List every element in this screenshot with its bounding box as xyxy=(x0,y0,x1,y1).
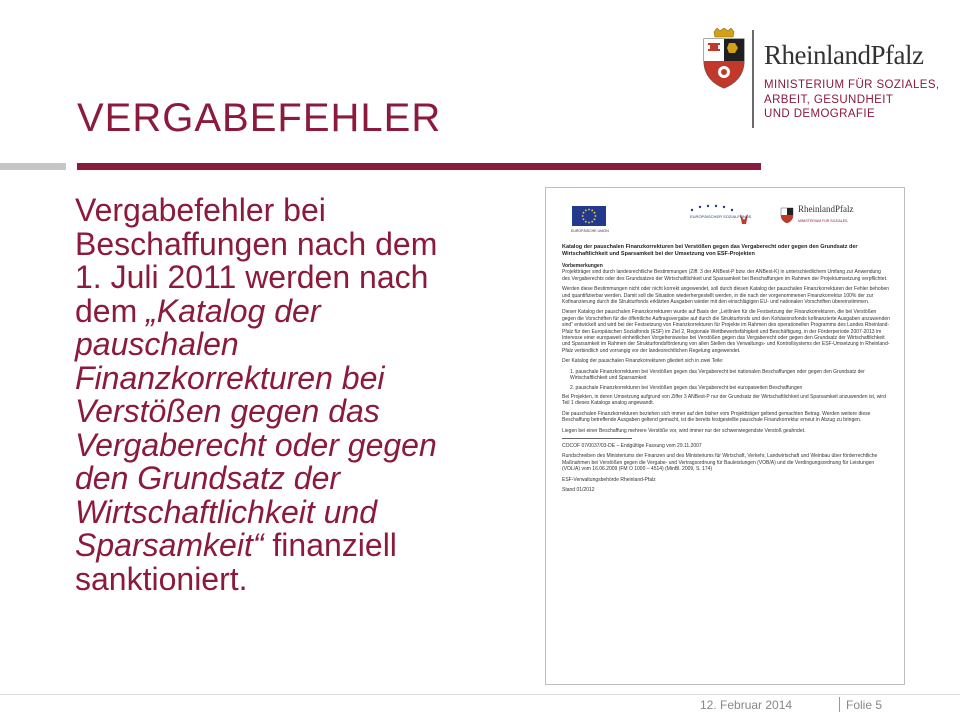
footer-date: 12. Februar 2014 xyxy=(700,698,793,712)
document-footnote: Rundschreiben des Ministeriums der Finanzen und des Ministeriums für Wirtschaft, Verkehr, Landwirtschaft und Weinbau über förderrechtliche Maßnahmen bei Verstößen gegen die Vergabe- und Vertragsordnung für Bauleistungen (VOB/A) und die Verdingungsordnung für Leistungen (VOL/A) vom 16.06.2009 (FM O 1000 – 4514) (MinBl. 2009, S. 174) xyxy=(562,453,878,473)
logo-wordmark: RheinlandPfalz xyxy=(764,40,924,70)
catalog-title-part-6: den Grundsatz der xyxy=(75,460,341,496)
ministry-line-1: MINISTERIUM FÜR SOZIALES, xyxy=(764,79,940,91)
body-line-end-2: sanktioniert. xyxy=(75,560,248,597)
mini-logo-wordmark: RheinlandPfalz xyxy=(798,204,854,214)
document-paragraph: Liegen bei einer Beschaffung mehrere Verstöße vor, wird immer nur der schwerwiegendste Verstoß geahndet. xyxy=(562,427,806,434)
catalog-title-part-3: Finanzkorrekturen bei xyxy=(75,359,385,396)
document-paragraph: Der Katalog der pauschalen Finanzkorrekturen gliedert sich in zwei Teile: xyxy=(562,358,724,365)
body-line-4-prefix: dem xyxy=(75,292,147,329)
title-underline-accent xyxy=(77,163,761,170)
coat-of-arms-icon xyxy=(700,28,748,90)
mini-ministry-name: MINISTERIUM FÜR SOZIALES, xyxy=(798,219,849,223)
document-section-heading: Vorbemerkungen xyxy=(562,263,603,269)
catalog-title-part-5: Vergaberecht oder gegen xyxy=(75,426,437,463)
ministry-line-2: ARBEIT, GESUNDHEIT xyxy=(764,93,894,106)
body-line-2: Beschaffungen nach dem xyxy=(75,225,438,262)
ministry-name xyxy=(764,78,940,122)
slide-body-text xyxy=(75,194,535,596)
document-paragraph: Projektträger sind durch landesrechtliche Bestimmungen (Ziff. 3 der ANBest-P bzw. der ANBest-K) in unterschiedlichem Umfang zur Anwendung des Vergaberechts oder des Grundsatzes der Wirtschaftlichkeit und Sparsamkeit bei Beschaffungen im Rahmen der Projektumsetzung verpflichtet. xyxy=(562,269,888,282)
slide-title: VERGABEFEHLER xyxy=(77,96,442,140)
document-thumbnail xyxy=(545,187,905,685)
eu-caption: EUROPÄISCHE UNION xyxy=(571,229,609,233)
document-paragraph: Bei Projekten, in deren Umsetzung aufgrund von Ziffer 3 ANBest-P nur der Grundsatz der Wirtschaftlichkeit und Sparsamkeit anzuwenden ist, wird Teil 1 dieses Katalogs analog angewandt. xyxy=(562,393,886,407)
document-paragraph: Werden diese Bestimmungen nicht oder nicht korrekt angewendet, soll durch diesen Katalog der pauschalen Finanzkorrekturen der Fehler behoben und quantifizierbar werden. Damit soll die Situation wiederhergestellt werden, in die nach der vorgenommenen Finanzkorrektur 100% der zur Kofinanzierung durch die Strukturfonds erklärten Ausgaben wieder mit den einschlägigen EU- und nationalen Vorschriften übereinstimmen. xyxy=(562,286,890,306)
document-paragraph: Dieser Katalog der pauschalen Finanzkorrekturen wurde auf Basis der „Leitlinien für die Festsetzung der Finanzkorrekturen, die bei Verstößen gegen die Vorschriften für die öffentliche Auftragsvergabe auf durch die Strukturfonds und den Kohäsionsfonds kofinanzierte Ausgaben anzuwenden sind“ entwickelt und wird bei der Festsetzung von Finanzkorrekturen für Projekte im Rahmen des operationellen Programms des Landes Rheinland-Pfalz für den Europäischen Sozialfonds (ESF) im Ziel 2, Regionale Wettbewerbsfähigkeit und Beschäftigung, in der Förderperiode 2007-2013 im Interesse einer europaweit einheitlichen Vorgehensweise bei Verstößen gegen das Vergaberecht oder gegen den Grundsatz der Wirtschaftlichkeit und Sparsamkeit im Rahmen der Strukturfondsförderung von allen Stellen des Verwaltungs- und Kontrollsystems der ESF-Umsetzung in Rheinland-Pfalz verbindlich und vorrangig vor der landesrechtlichen Regelung angewendet. xyxy=(562,309,890,354)
ministry-logo xyxy=(700,28,950,138)
footnote-rule xyxy=(562,438,632,439)
title-underline-gray xyxy=(0,163,66,170)
body-line-3: 1. Juli 2011 werden nach xyxy=(75,259,429,295)
document-paragraph: Die pauschalen Finanzkorrekturen beziehen sich immer auf den bisher vom Projektträger geltend gemachten Betrag. Werden weitere diese Beschaffung betreffende Ausgaben geltend gemacht, ist die bereits festgestellte pauschale Finanzkorrektur erneut in Abzug zu bringen. xyxy=(562,410,871,424)
footer-slide-number: Folie 5 xyxy=(846,698,883,712)
document-footnote: COCOF 07/0037/03-DE – Endgültige Fassung vom 29.11.2007 xyxy=(562,442,702,449)
esf-label: EUROPÄISCHER SOZIALFONDS xyxy=(690,214,752,219)
footer-separator xyxy=(839,697,840,712)
ministry-line-3: UND DEMOGRAFIE xyxy=(764,108,876,120)
body-line-1: Vergabefehler bei xyxy=(75,192,326,228)
catalog-title-part-4: Verstößen gegen das xyxy=(75,393,380,429)
document-footnote: Stand 01/2012 xyxy=(562,486,595,493)
document-title: Katalog der pauschalen Finanzkorrekturen bei Verstößen gegen das Vergaberecht oder gegen den Grundsatz der Wirtschaftlichkeit und Sparsamkeit bei der Umsetzung von ESF-Projekten xyxy=(562,244,858,257)
catalog-title-part-7: Wirtschaftlichkeit und xyxy=(75,493,378,530)
document-footnote: ESF-Verwaltungsbehörde Rheinland-Pfalz xyxy=(562,476,656,483)
document-page xyxy=(562,202,890,672)
document-list-item: 2. pauschale Finanzkorrekturen bei Verstößen gegen das Vergaberecht bei europaweiten Beschaffungen xyxy=(570,384,803,391)
body-line-end-1: finanziell xyxy=(263,527,397,563)
footer-divider xyxy=(0,694,960,695)
document-list-item: 1. pauschale Finanzkorrekturen bei Verstößen gegen das Vergaberecht bei nationalen Beschaffungen oder gegen den Grundsatz der Wirtschaftlichkeit und Sparsamkeit xyxy=(570,368,865,382)
mini-coat-of-arms-icon xyxy=(780,206,794,224)
catalog-title-part-1: „Katalog der xyxy=(146,292,321,329)
catalog-title-part-2: pauschalen xyxy=(75,326,239,362)
logo-divider xyxy=(752,30,754,128)
document-header-logos xyxy=(562,202,890,238)
catalog-title-part-8: Sparsamkeit“ xyxy=(75,527,264,563)
eu-flag-icon xyxy=(572,206,606,226)
